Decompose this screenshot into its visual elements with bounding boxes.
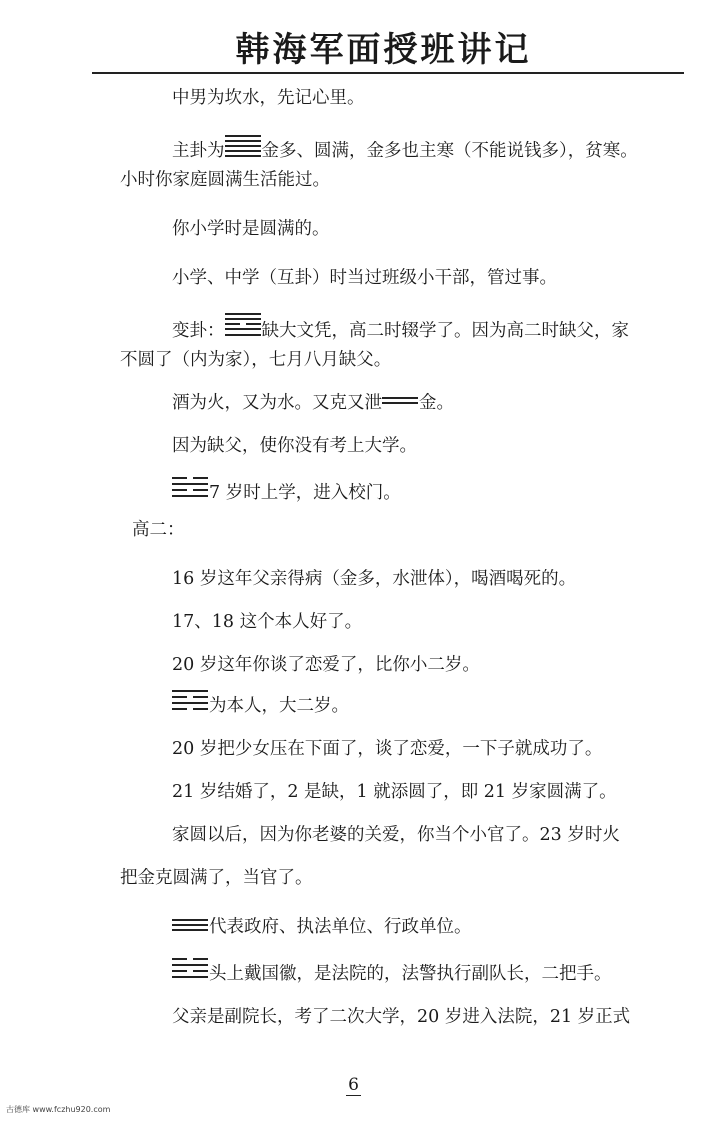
text-line: 因为缺父，使你没有考上大学。 [172, 436, 417, 456]
text-line: 20 岁这年你谈了恋爱了，比你小二岁。 [172, 655, 480, 675]
text-line: 小学、中学（互卦）时当过班级小干部，管过事。 [172, 268, 557, 288]
trigram-icon [172, 688, 208, 714]
section-heading: 高二： [132, 520, 185, 540]
text-span: 头上戴国徽，是法院的，法警执行副队长，二把手。 [209, 964, 612, 984]
text-span: 缺大文凭，高二时辍学了。因为高二时缺父，家 [261, 321, 629, 341]
page-number-text: 6 [348, 1075, 359, 1095]
text-span: 酒为火，又为水。又克又泄 [172, 393, 382, 413]
text-span: 金多、圆满，金多也主寒（不能说钱多），贫寒。 [261, 141, 638, 161]
text-line [120, 956, 692, 989]
text-span: 7 岁时上学，进入校门。 [209, 483, 401, 503]
text-line: 17、18 这个本人好了。 [172, 612, 363, 632]
change-gua-label: 变卦： [172, 321, 225, 341]
main-gua-label: 主卦为 [172, 141, 225, 161]
trigram-icon [172, 918, 208, 932]
text-line: 家圆以后，因为你老婆的关爱，你当个小官了。23 岁时火 [172, 825, 620, 845]
text-line [120, 133, 692, 166]
text-line: 21 岁结婚了，2 是缺，1 就添圆了，即 21 岁家圆满了。 [172, 782, 617, 802]
trigram-icon [172, 956, 208, 982]
text-line: 父亲是副院长，考了二次大学，20 岁进入法院，21 岁正式 [172, 1007, 631, 1027]
text-line: 小时你家庭圆满生活能过。 [120, 170, 330, 190]
text-span: 金。 [419, 393, 454, 413]
text-line: 20 岁把少女压在下面了，谈了恋爱，一下子就成功了。 [172, 739, 603, 759]
trigram-icon [382, 394, 418, 408]
trigram-icon [172, 475, 208, 501]
text-line [120, 475, 692, 508]
text-span: 代表政府、执法单位、行政单位。 [209, 917, 472, 937]
text-line: 16 岁这年父亲得病（金多，水泄体），喝酒喝死的。 [172, 569, 577, 589]
text-line [120, 313, 692, 346]
text-line: 不圆了（内为家），七月八月缺父。 [120, 350, 392, 370]
body-text [120, 84, 692, 1032]
header-title: 韩海军面授班讲记 [235, 30, 532, 70]
text-line [120, 913, 692, 942]
watermark: 古德库 www.fczhu920.com [6, 1105, 111, 1114]
text-span: 为本人，大二岁。 [209, 696, 349, 716]
text-line: 你小学时是圆满的。 [172, 219, 330, 239]
text-line: 中男为坎水，先记心里。 [172, 88, 365, 108]
trigram-icon [225, 133, 261, 159]
text-line [120, 688, 692, 721]
text-line [120, 389, 692, 418]
page-number [0, 1075, 707, 1095]
header-rule [92, 72, 684, 74]
trigram-icon [225, 313, 261, 339]
text-line: 把金克圆满了，当官了。 [120, 868, 313, 888]
